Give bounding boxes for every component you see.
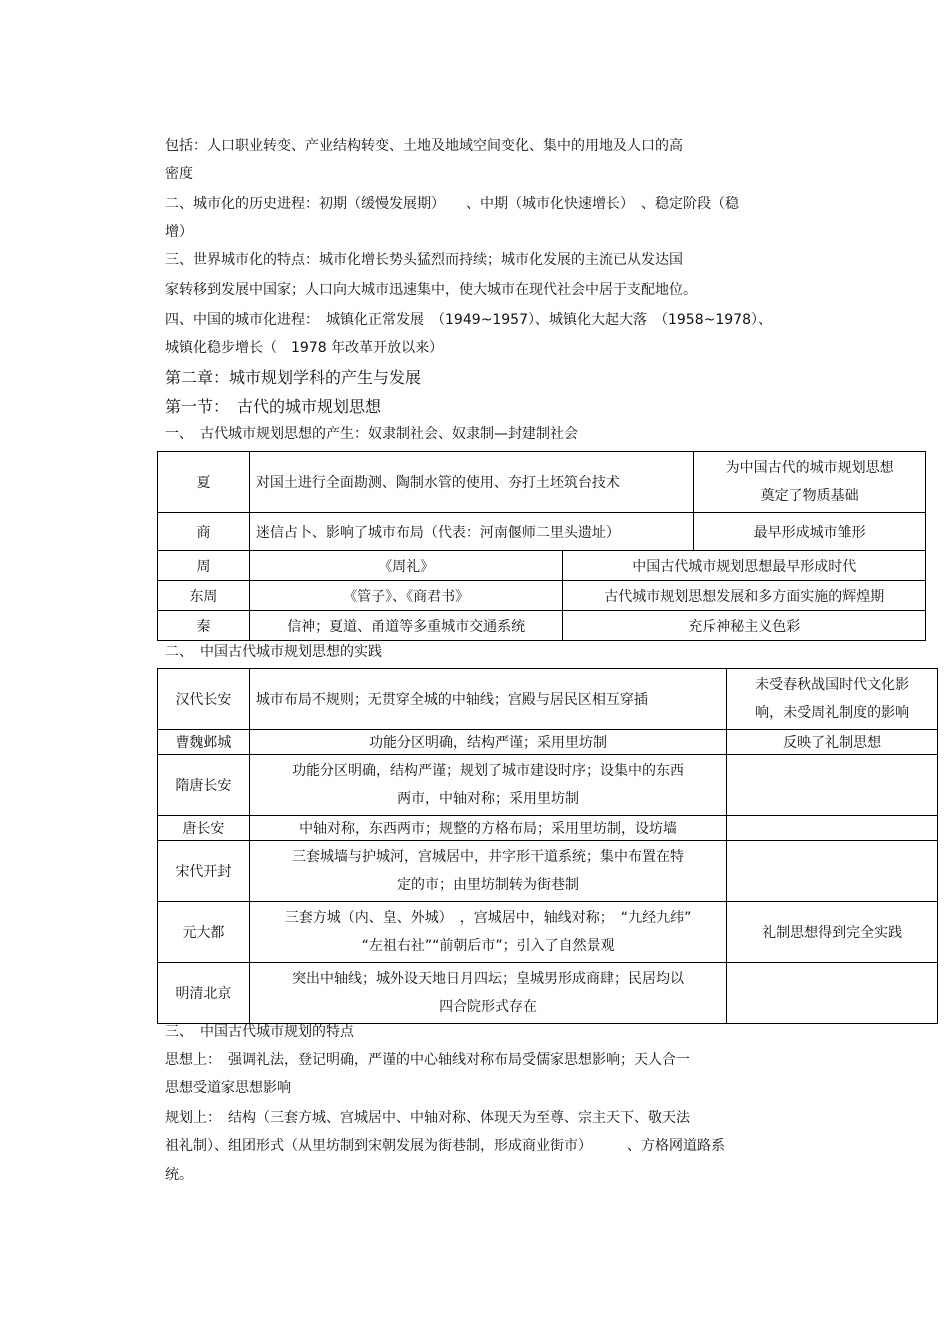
city-cell: 曹魏邺城 bbox=[158, 730, 250, 755]
subsection-heading: 一、 古代城市规划思想的产生：奴隶制社会、奴隶制—封建制社会 bbox=[165, 426, 578, 442]
content-cell: 城市布局不规则；无贯穿全城的中轴线；宫殿与居民区相互穿插 bbox=[249, 669, 726, 730]
note-cell: 最早形成城市雏形 bbox=[694, 513, 926, 551]
content-cell: 三套方城（内、皇、外城） ，宫城居中，轴线对称； “九经九纬” “左祖右社”“前朝后市”；引入了自然景观 bbox=[249, 902, 726, 963]
table-row bbox=[158, 730, 938, 755]
note-cell: 中国古代城市规划思想最早形成时代 bbox=[563, 551, 926, 581]
table-row bbox=[158, 841, 938, 902]
city-practice-table bbox=[157, 668, 938, 1024]
note-cell: 礼制思想得到完全实践 bbox=[727, 902, 938, 963]
dynasty-cell: 周 bbox=[158, 551, 250, 581]
dynasty-cell: 东周 bbox=[158, 581, 250, 611]
chapter-heading: 第二章：城市规划学科的产生与发展 bbox=[165, 368, 422, 387]
city-cell: 元大都 bbox=[158, 902, 250, 963]
note-cell bbox=[727, 755, 938, 816]
city-cell: 宋代开封 bbox=[158, 841, 250, 902]
city-cell: 唐长安 bbox=[158, 816, 250, 841]
content-cell: 《管子》、《商君书》 bbox=[249, 581, 563, 611]
subsection-heading: 二、 中国古代城市规划思想的实践 bbox=[165, 644, 382, 660]
dynasty-cell: 商 bbox=[158, 513, 250, 551]
note-cell: 充斥神秘主义色彩 bbox=[563, 611, 926, 641]
city-cell: 明清北京 bbox=[158, 963, 250, 1024]
paragraph-line: 增） bbox=[165, 224, 193, 240]
table-row bbox=[158, 963, 938, 1024]
table-row bbox=[158, 902, 938, 963]
content-cell: 功能分区明确，结构严谨；规划了城市建设时序；设集中的东西 两市，中轴对称；采用里坊制 bbox=[249, 755, 726, 816]
table-row bbox=[158, 513, 926, 551]
table-row bbox=[158, 816, 938, 841]
dynasty-cell: 秦 bbox=[158, 611, 250, 641]
ancient-origins-table bbox=[157, 451, 926, 641]
city-cell: 汉代长安 bbox=[158, 669, 250, 730]
note-cell bbox=[727, 816, 938, 841]
paragraph-line: 思想上： 强调礼法，登记明确，严谨的中心轴线对称布局受儒家思想影响；天人合一 bbox=[165, 1052, 690, 1068]
paragraph-line: 包括：人口职业转变、产业结构转变、土地及地域空间变化、集中的用地及人口的高 bbox=[165, 138, 683, 154]
city-cell: 隋唐长安 bbox=[158, 755, 250, 816]
table-row bbox=[158, 452, 926, 513]
note-cell: 反映了礼制思想 bbox=[727, 730, 938, 755]
paragraph-line: 二、城市化的历史进程：初期（缓慢发展期） 、中期（城市化快速增长） 、稳定阶段（稳 bbox=[165, 196, 739, 212]
note-cell: 未受春秋战国时代文化影 响，未受周礼制度的影响 bbox=[727, 669, 938, 730]
paragraph-line: 城镇化稳步增长（ 1978 年改革开放以来） bbox=[165, 340, 444, 356]
table-row bbox=[158, 755, 938, 816]
table-row bbox=[158, 611, 926, 641]
note-cell bbox=[727, 841, 938, 902]
note-cell: 为中国古代的城市规划思想 奠定了物质基础 bbox=[694, 452, 926, 513]
section-heading: 第一节： 古代的城市规划思想 bbox=[165, 397, 382, 416]
paragraph-line: 思想受道家思想影响 bbox=[165, 1080, 291, 1096]
content-cell: 对国土进行全面勘测、陶制水管的使用、夯打土坯筑台技术 bbox=[249, 452, 693, 513]
paragraph-line: 统。 bbox=[165, 1167, 193, 1183]
content-cell: 突出中轴线；城外设天地日月四坛；皇城男形成商肆；民居均以 四合院形式存在 bbox=[249, 963, 726, 1024]
subsection-heading: 三、 中国古代城市规划的特点 bbox=[165, 1024, 354, 1040]
paragraph-line: 规划上： 结构（三套方城、宫城居中、中轴对称、体现天为至尊、宗主天下、敬天法 bbox=[165, 1110, 690, 1126]
content-cell: 迷信占卜、影响了城市布局（代表：河南偃师二里头遗址） bbox=[249, 513, 693, 551]
note-cell: 古代城市规划思想发展和多方面实施的辉煌期 bbox=[563, 581, 926, 611]
paragraph-line: 四、中国的城市化进程： 城镇化正常发展 （1949~1957）、城镇化大起大落 （1958~1978）、 bbox=[165, 312, 772, 328]
table-row bbox=[158, 669, 938, 730]
content-cell: 功能分区明确，结构严谨；采用里坊制 bbox=[249, 730, 726, 755]
paragraph-line: 家转移到发展中国家；人口向大城市迅速集中，使大城市在现代社会中居于支配地位。 bbox=[165, 282, 697, 298]
paragraph-line: 三、世界城市化的特点：城市化增长势头猛烈而持续；城市化发展的主流已从发达国 bbox=[165, 252, 683, 268]
table-row bbox=[158, 551, 926, 581]
paragraph-line: 密度 bbox=[165, 166, 193, 182]
dynasty-cell: 夏 bbox=[158, 452, 250, 513]
content-cell: 信神；夏道、甬道等多重城市交通系统 bbox=[249, 611, 563, 641]
paragraph-line: 祖礼制）、组团形式（从里坊制到宋朝发展为街巷制，形成商业街市） 、方格网道路系 bbox=[165, 1138, 725, 1154]
content-cell: 三套城墙与护城河，宫城居中，井字形干道系统；集中布置在特 定的市；由里坊制转为街巷制 bbox=[249, 841, 726, 902]
note-cell bbox=[727, 963, 938, 1024]
table-row bbox=[158, 581, 926, 611]
content-cell: 《周礼》 bbox=[249, 551, 563, 581]
content-cell: 中轴对称，东西两市；规整的方格布局；采用里坊制，设坊墙 bbox=[249, 816, 726, 841]
